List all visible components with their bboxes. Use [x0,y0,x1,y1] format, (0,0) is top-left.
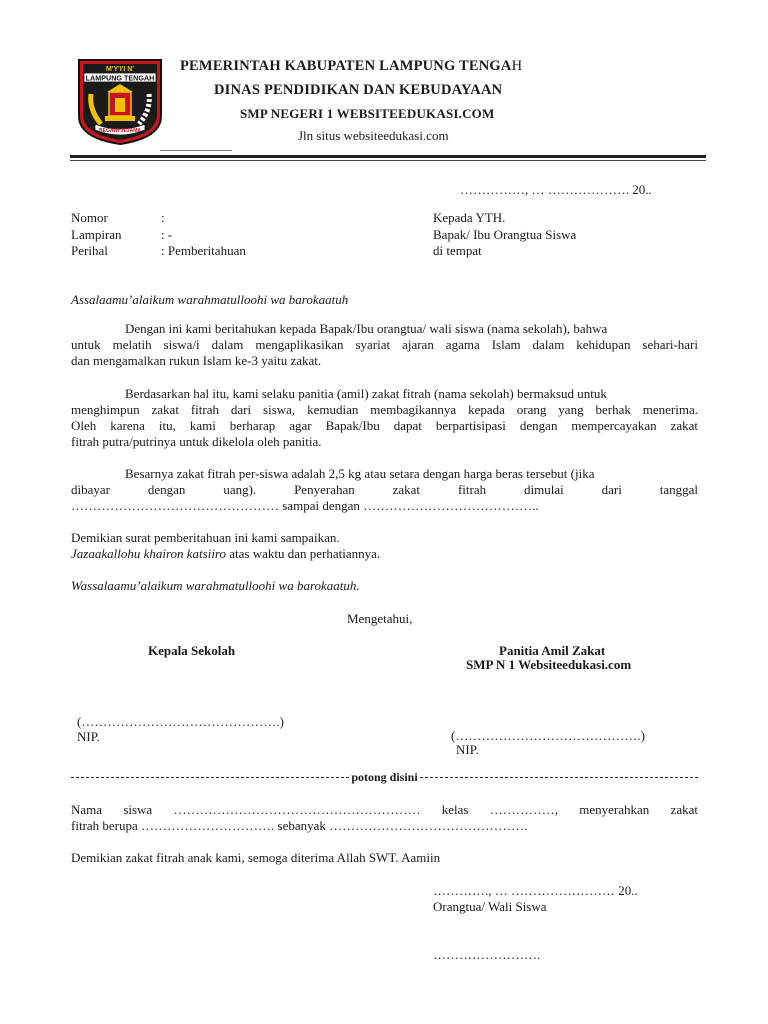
paragraph-3-line-2: dibayar dengan uang). Penyerahan zakat fitrah dimulai dari tanggal [71,482,698,497]
paragraph-1-line-3: dan mengamalkan rukun Islam ke-3 yaitu zakat. [71,353,322,368]
paragraph-1-line-1: Dengan ini kami beritahukan kepada Bapak/Ibu orangtua/ wali siswa (nama sekolah), bahwa [125,321,608,336]
committee-nip: NIP. [456,742,479,757]
lampiran-label: Lampiran [71,227,122,242]
slip-line-2: fitrah berupa …………………………. sebanyak ………………………………………. [71,818,528,833]
closing-thanks: atas waktu dan perhatiannya. [226,546,381,561]
nomor-label: Nomor [71,210,108,225]
svg-text:LAMPUNG TENGAH: LAMPUNG TENGAH [85,73,155,83]
svg-text:BEGAWI JEJAMA: BEGAWI JEJAMA [99,128,141,134]
cut-dashes-right [420,777,698,778]
cut-line [71,770,698,785]
header-underline [160,150,232,151]
committee-name-placeholder: (…………………………………….) [451,728,645,743]
letter-date: ……………, … ………………. 20.. [460,182,652,197]
svg-text:M'Y'I'I N': M'Y'I'I N' [105,66,135,73]
slip-date: …………., … …………………… 20.. [433,883,638,898]
paragraph-2-line-1: Berdasarkan hal itu, kami selaku panitia (amil) zakat fitrah (nama sekolah) bermaksud untuk [125,386,607,401]
paragraph-2-line-4: fitrah putra/putrinya untuk dikelola oleh panitia. [71,434,322,449]
recipient-line1: Kepada YTH. [433,210,506,225]
header-divider-thick [70,155,706,158]
paragraph-3-line-1: Besarnya zakat fitrah per-siswa adalah 2,5 kg atau setara dengan harga beras tersebut (jika [125,466,595,481]
closing-wassalam: Wassalaamu’alaikum warahmatullοohi wa barokaatuh. [71,578,360,593]
nomor-value: : [161,210,165,225]
paragraph-2-line-2: menghimpun zakat fitrah dari siswa, kemudian membagikannya kepada orang yang berhak menerima. [71,402,698,417]
closing-dua: Jazaakallohu khairon katsiiro [71,546,227,561]
recipient-line3: di tempat [433,243,482,258]
paragraph-2-line-3: Oleh karena itu, kami berharap agar Bapak/Ibu dapat berpartisipasi dengan mempercayakan zakat [71,418,698,433]
recipient-line2: Bapak/ Ibu Orangtua Siswa [433,227,577,242]
perihal-value: : Pemberitahuan [161,243,246,258]
header-government-main: PEMERINTAH KABUPATEN LAMPUNG TENGA [180,58,512,74]
committee-title-1: Panitia Amil Zakat [499,643,606,658]
header-address: Jln situs websiteedukasi.com [298,128,449,143]
slip-signature-dots: ……………………. [433,947,541,962]
lampiran-value: : - [161,227,173,242]
perihal-label: Perihal [71,243,108,258]
greeting: Assalaamu’alaikum warahmatullοohi wa barokaatuh [71,292,349,307]
regency-seal-icon [77,58,163,146]
mengetahui-label: Mengetahui, [347,611,413,626]
principal-nip: NIP. [77,729,100,744]
header-government [180,58,522,75]
principal-title: Kepala Sekolah [148,643,236,658]
paragraph-1-line-2: untuk melatih siswa/i dalam mengaplikasikan syariat ajaran agama Islam dalam kehidupan sehari-hari [71,337,698,352]
paragraph-3-line-3: ………………………………………… sampai dengan ………………………………….. [71,498,539,513]
closing-line-1: Demikian surat pemberitahuan ini kami sampaikan. [71,530,340,545]
header-school: SMP NEGERI 1 WEBSITEEDUKASI.COM [240,106,495,121]
lampung-tengah-logo [77,58,163,146]
committee-title-2: SMP N 1 Websiteedukasi.com [466,657,632,672]
header-government-tail: H [511,58,523,74]
cut-dashes-left [71,777,349,778]
slip-line-1: Nama siswa ………………………………………………… kelas ……………, menyerahkan zakat [71,802,698,817]
slip-signer: Orangtua/ Wali Siswa [433,899,547,914]
cut-label: potong disini [351,770,418,784]
closing-line-2 [71,546,380,562]
principal-name-placeholder: (……………………………………….) [77,714,284,729]
slip-statement: Demikian zakat fitrah anak kami, semoga diterima Allah SWT. Aamiin [71,850,441,865]
header-divider-thin [70,160,706,161]
header-agency: DINAS PENDIDIKAN DAN KEBUDAYAAN [214,82,503,98]
